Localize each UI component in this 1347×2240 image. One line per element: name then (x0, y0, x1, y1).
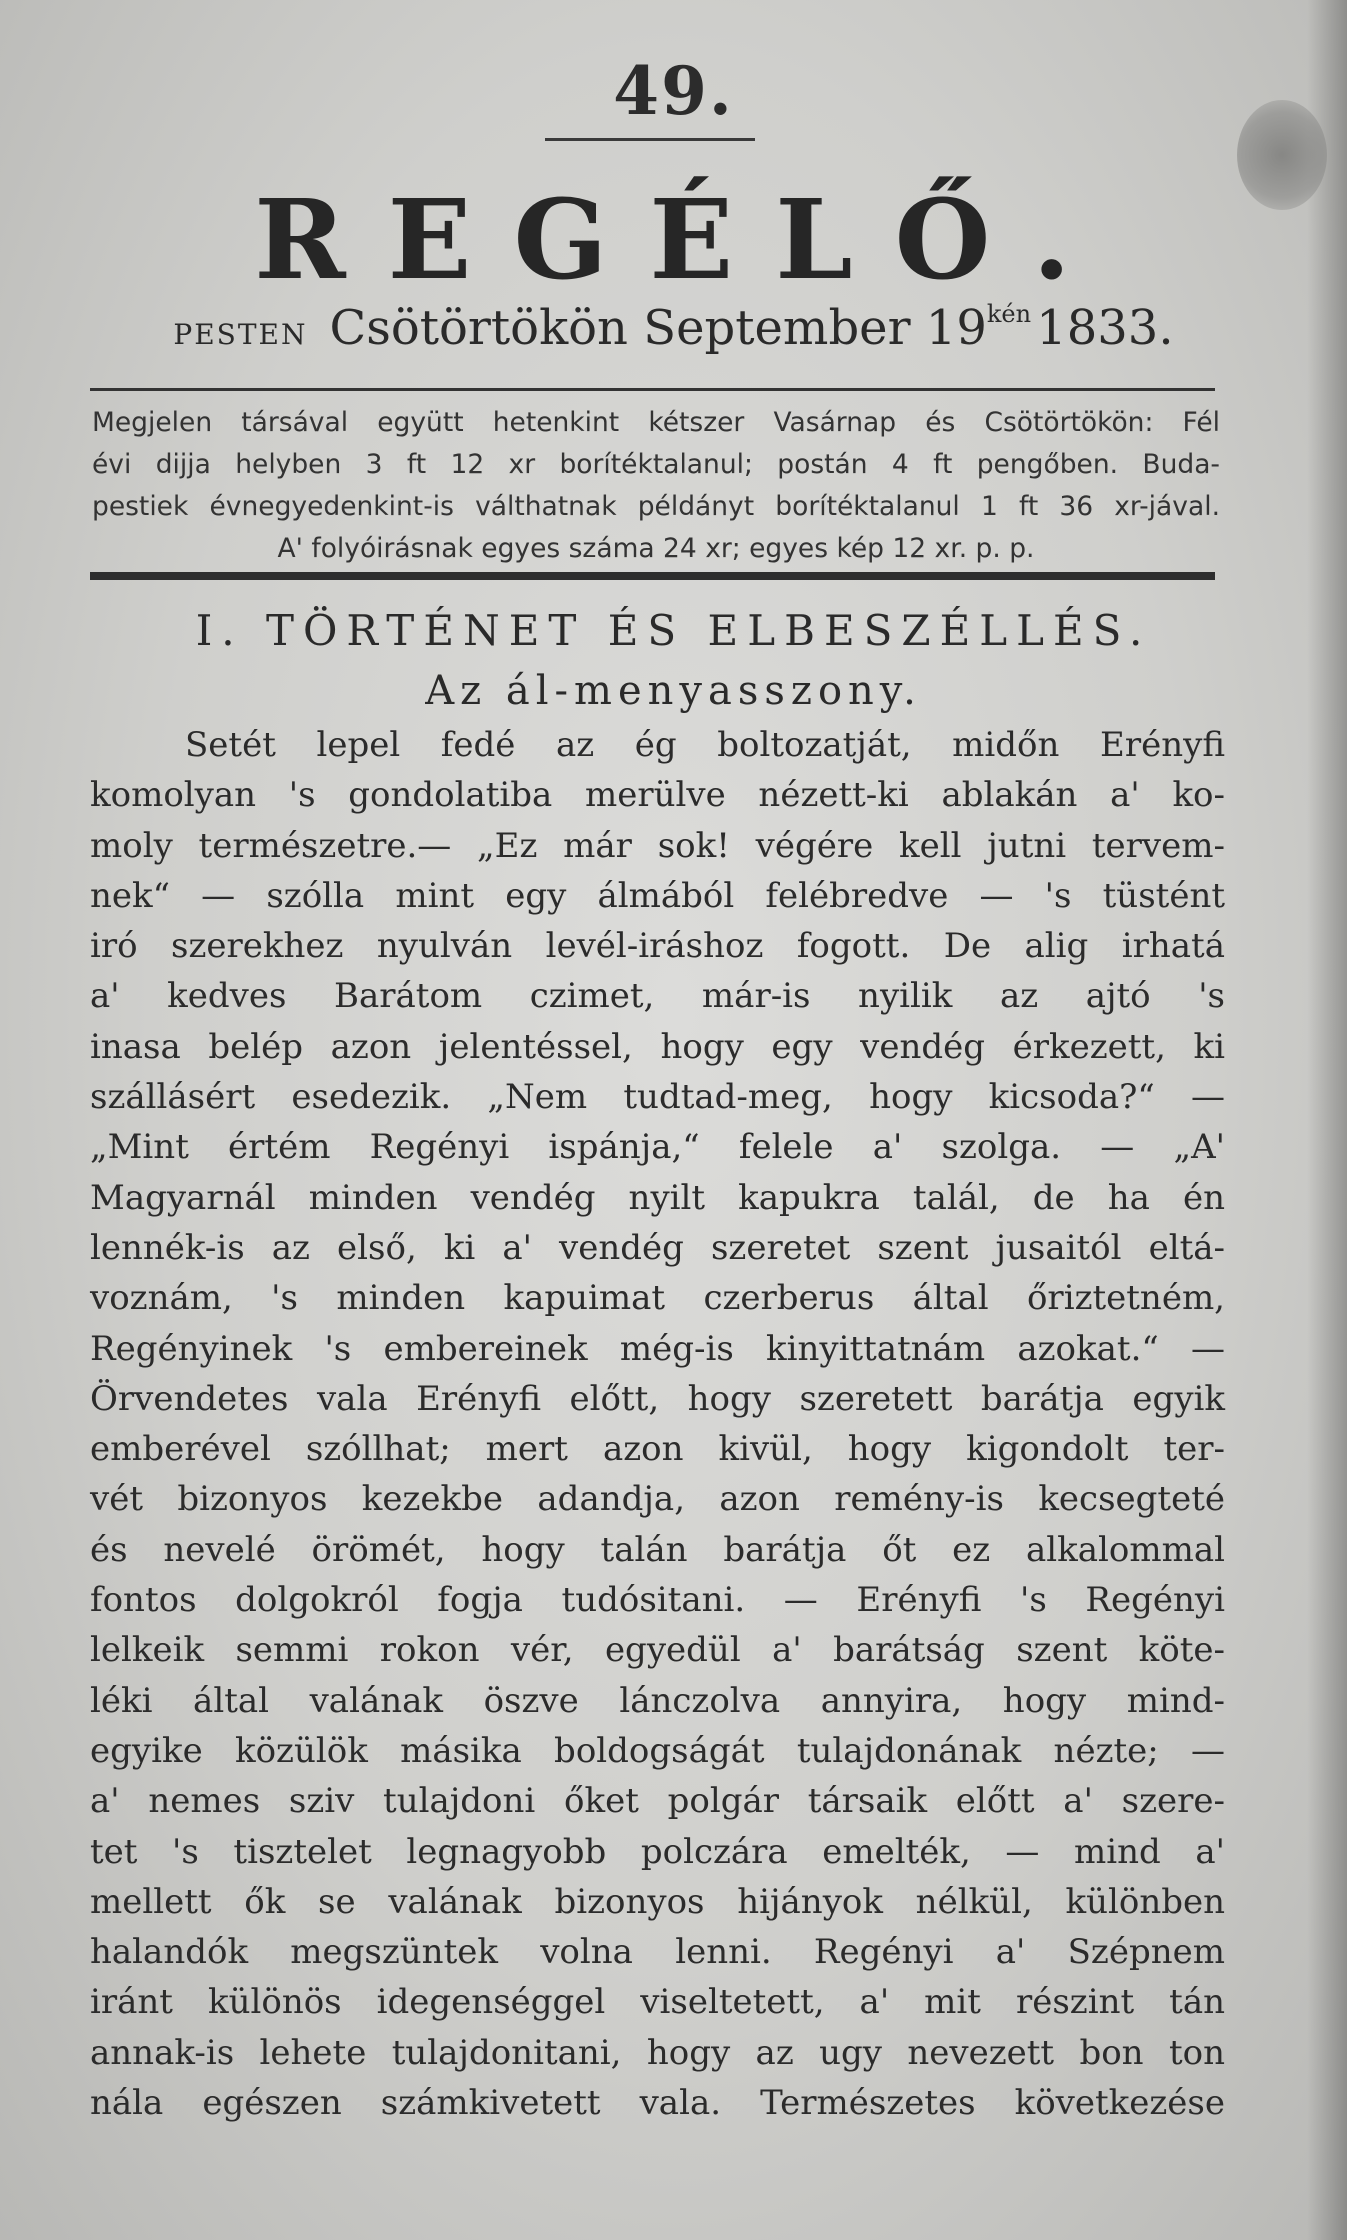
dateline-place: PESTEN (173, 318, 308, 351)
body-line: Örvendetes vala Erényfi előtt, hogy szeretett barátja egyik (90, 1378, 1225, 1419)
notice-line: A' folyóirásnak egyes száma 24 xr; egyes kép 12 xr. p. p. (277, 533, 1035, 564)
body-line: moly természetre.— „Ez már sok! végére kell jutni tervem- (90, 825, 1225, 866)
body-line: a' nemes sziv tulajdoni őket polgár társaik előtt a' szere- (90, 1781, 1225, 1822)
body-line: tet 's tisztelet legnagyobb polczára emelték, — mind a' (90, 1831, 1225, 1872)
issue-number-rule (545, 138, 755, 141)
dateline-date: Csötörtökön September 19 (329, 300, 987, 356)
body-line: nek“ — szólla mint egy álmából felébredve — 's tüstént (90, 875, 1225, 916)
story-title: Az ál-menyasszony. (425, 668, 922, 714)
body-line: annak-is lehete tulajdonitani, hogy az ugy nevezett bon ton (90, 2032, 1225, 2073)
body-line: Magyarnál minden vendég nyilt kapukra talál, de ha én (90, 1177, 1225, 1218)
issue-number: 49. (613, 52, 734, 130)
notice-line: Megjelen társával együtt hetenkint kétszer Vasárnap és Csötörtökön: Fél (92, 407, 1220, 438)
body-line: a' kedves Barátom czimet, már-is nyilik az ajtó 's (90, 976, 1225, 1017)
notice-line: évi dijja helyben 3 ft 12 xr borítéktalanul; postán 4 ft pengőben. Buda- (92, 449, 1220, 480)
dateline-year: 1833. (1036, 300, 1174, 356)
body-line: és nevelé örömét, hogy talán barátja őt ez alkalommal (90, 1529, 1225, 1570)
article-body (90, 720, 1225, 2128)
notice-divider (90, 572, 1215, 580)
body-line: Regényinek 's embereinek még-is kinyittatnám azokat.“ — (90, 1328, 1225, 1369)
body-line: léki által valának öszve lánczolva annyira, hogy mind- (90, 1680, 1225, 1721)
body-line: iránt különös idegenséggel viseltetett, a' mit részint tán (90, 1982, 1225, 2023)
notice-line: pestiek évnegyedenkint-is válthatnak példányt borítéktalanul 1 ft 36 xr-jával. (92, 491, 1220, 522)
body-line: szállásért esedezik. „Nem tudtad-meg, hogy kicsoda?“ — (90, 1077, 1225, 1118)
body-line: mellett ők se valának bizonyos hijányok nélkül, különben (90, 1881, 1225, 1922)
body-line: inasa belép azon jelentéssel, hogy egy vendég érkezett, ki (90, 1026, 1225, 1067)
section-heading: I. TÖRTÉNET ÉS ELBESZÉLLÉS. (195, 606, 1152, 655)
body-line: emberével szóllhat; mert azon kivül, hogy kigondolt ter- (90, 1429, 1225, 1470)
body-line: voznám, 's minden kapuimat czerberus által őriztetném, (90, 1278, 1225, 1319)
body-line: fontos dolgokról fogja tudósitani. — Erényfi 's Regényi (90, 1580, 1225, 1621)
body-line: komolyan 's gondolatiba merülve nézett-ki ablakán a' ko- (90, 775, 1225, 816)
body-line: lennék-is az első, ki a' vendég szeretet szent jusaitól eltá- (90, 1227, 1225, 1268)
body-line: lelkeik semmi rokon vér, egyedül a' barátság szent köte- (90, 1630, 1225, 1671)
body-line: Setét lepel fedé az ég boltozatját, midőn Erényfi (185, 725, 1225, 765)
body-line: nála egészen számkivetett vala. Természetes következése (90, 2083, 1225, 2124)
body-line: „Mint értém Regényi ispánja,“ felele a' szolga. — „A' (90, 1127, 1225, 1168)
dateline-day-suffix: kén (986, 300, 1032, 328)
subscription-notice (92, 402, 1220, 570)
body-line: egyike közülök másika boldogságát tulajdonának nézte; — (90, 1730, 1225, 1771)
dateline (0, 300, 1347, 356)
body-line: halandók megszüntek volna lenni. Regényi a' Szépnem (90, 1932, 1225, 1973)
body-line: vét bizonyos kezekbe adandja, azon remény-is kecsegteté (90, 1479, 1225, 1520)
header-divider (90, 388, 1215, 391)
masthead-title: REGÉLŐ. (254, 175, 1113, 304)
body-line: iró szerekhez nyulván levél-iráshoz fogott. De alig irhatá (90, 926, 1225, 967)
